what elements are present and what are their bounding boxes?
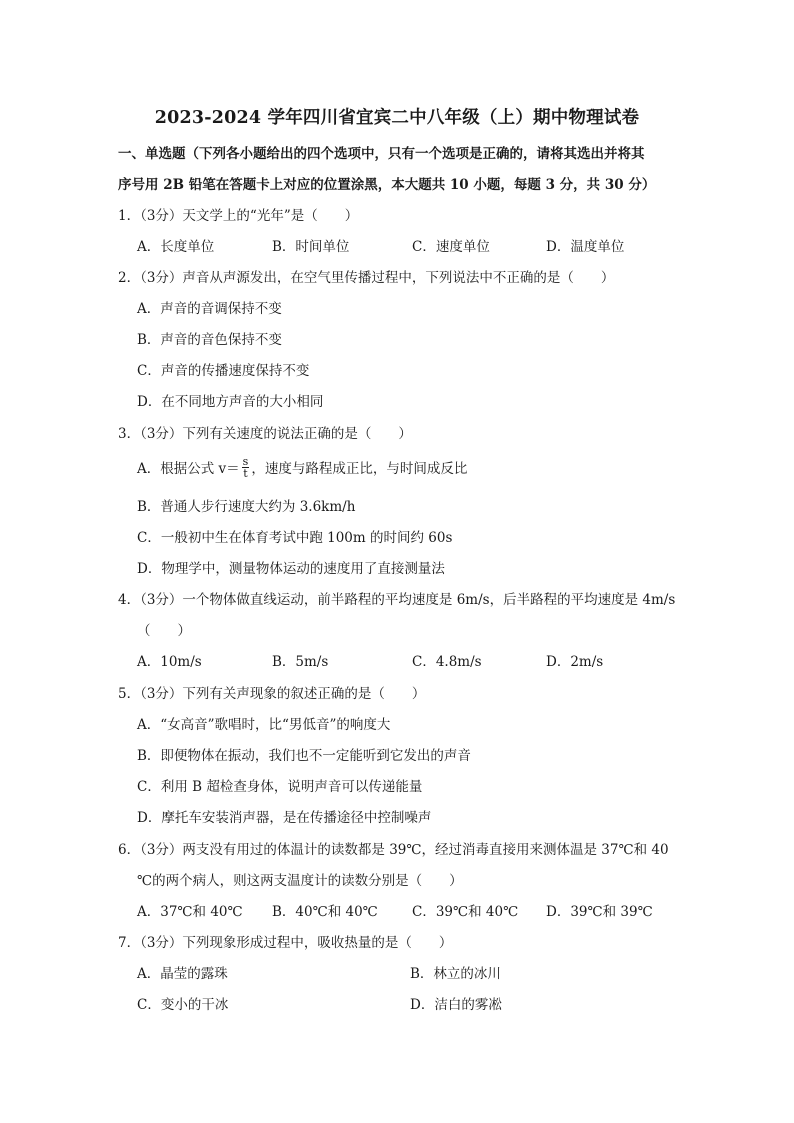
question-4-option-a: A．10m/s [137, 654, 202, 670]
formula-fraction [242, 456, 250, 479]
question-1-option-b: B．时间单位 [272, 239, 350, 255]
question-7-stem: 7．（3分）下列现象形成过程中，吸收热量的是（ ） [118, 935, 453, 951]
question-1-option-c: C．速度单位 [412, 239, 490, 255]
question-4-stem: 4．（3分）一个物体做直线运动，前半路程的平均速度是 6m/s，后半路程的平均速度是 4m/s [118, 592, 676, 608]
question-3-option-a [137, 455, 468, 481]
exam-title: 2023-2024 学年四川省宜宾二中八年级（上）期中物理试卷 [154, 108, 640, 128]
question-2-option-b: B．声音的音色保持不变 [137, 332, 282, 348]
question-2-option-c: C．声音的传播速度保持不变 [137, 363, 310, 379]
question-2-option-a: A．声音的音调保持不变 [137, 301, 282, 317]
question-6-option-a: A．37℃和 40℃ [137, 904, 243, 920]
question-3-option-b: B．普通人步行速度大约为 3.6km/h [137, 499, 356, 515]
question-2-stem: 2．（3分）声音从声源发出，在空气里传播过程中，下列说法中不正确的是（ ） [118, 270, 615, 286]
question-6-stem-continued: ℃的两个病人，则这两支温度计的读数分别是（ ） [137, 873, 463, 889]
question-3-option-d: D．物理学中，测量物体运动的速度用了直接测量法 [137, 561, 445, 577]
question-5-option-a: A．“女高音”歌唱时，比“男低音”的响度大 [137, 717, 391, 733]
question-4-option-c: C．4.8m/s [412, 654, 482, 670]
question-4-option-b: B．5m/s [272, 654, 329, 670]
question-6-option-b: B．40℃和 40℃ [272, 904, 378, 920]
question-1-stem: 1．（3分）天文学上的“光年”是（ ） [118, 208, 359, 224]
question-7-option-a: A．晶莹的露珠 [137, 966, 228, 982]
question-7-option-c: C．变小的干冰 [137, 997, 229, 1013]
question-5-option-c: C．利用 B 超检查身体，说明声音可以传递能量 [137, 779, 423, 795]
question-2-option-d: D．在不同地方声音的大小相同 [137, 394, 324, 410]
question-3-stem: 3．（3分）下列有关速度的说法正确的是（ ） [118, 426, 412, 442]
question-7-option-b: B．林立的冰川 [410, 966, 501, 982]
question-6-stem: 6．（3分）两支没有用过的体温计的读数都是 39℃，经过消毒直接用来测体温是 37℃和 40 [118, 842, 669, 858]
section-heading-line-2: 序号用 2B 铅笔在答题卡上对应的位置涂黑，本大题共 10 小题，每题 3 分，共 30 分） [118, 177, 656, 193]
question-3-option-a-suffix: ，速度与路程成正比，与时间成反比 [251, 461, 468, 477]
question-4-stem-continued: （ ） [137, 623, 191, 639]
question-5-option-b: B．即便物体在振动，我们也不一定能听到它发出的声音 [137, 748, 471, 764]
question-5-option-d: D．摩托车安装消声器，是在传播途径中控制噪声 [137, 810, 432, 826]
question-6-option-c: C．39℃和 40℃ [412, 904, 519, 920]
fraction-denominator: t [243, 467, 248, 480]
question-7-option-d: D．洁白的雾凇 [410, 997, 502, 1013]
question-3-option-a-prefix: A．根据公式 v＝ [137, 461, 240, 477]
question-6-option-d: D．39℃和 39℃ [546, 904, 653, 920]
question-3-option-c: C．一般初中生在体育考试中跑 100m 的时间约 60s [137, 530, 453, 546]
question-5-stem: 5．（3分）下列有关声现象的叙述正确的是（ ） [118, 686, 426, 702]
question-1-option-a: A．长度单位 [137, 239, 215, 255]
section-heading-line-1: 一、单选题（下列各小题给出的四个选项中，只有一个选项是正确的，请将其选出并将其 [118, 146, 645, 162]
question-4-option-d: D．2m/s [546, 654, 604, 670]
question-1-option-d: D．温度单位 [546, 239, 625, 255]
fraction-numerator: s [242, 455, 249, 468]
